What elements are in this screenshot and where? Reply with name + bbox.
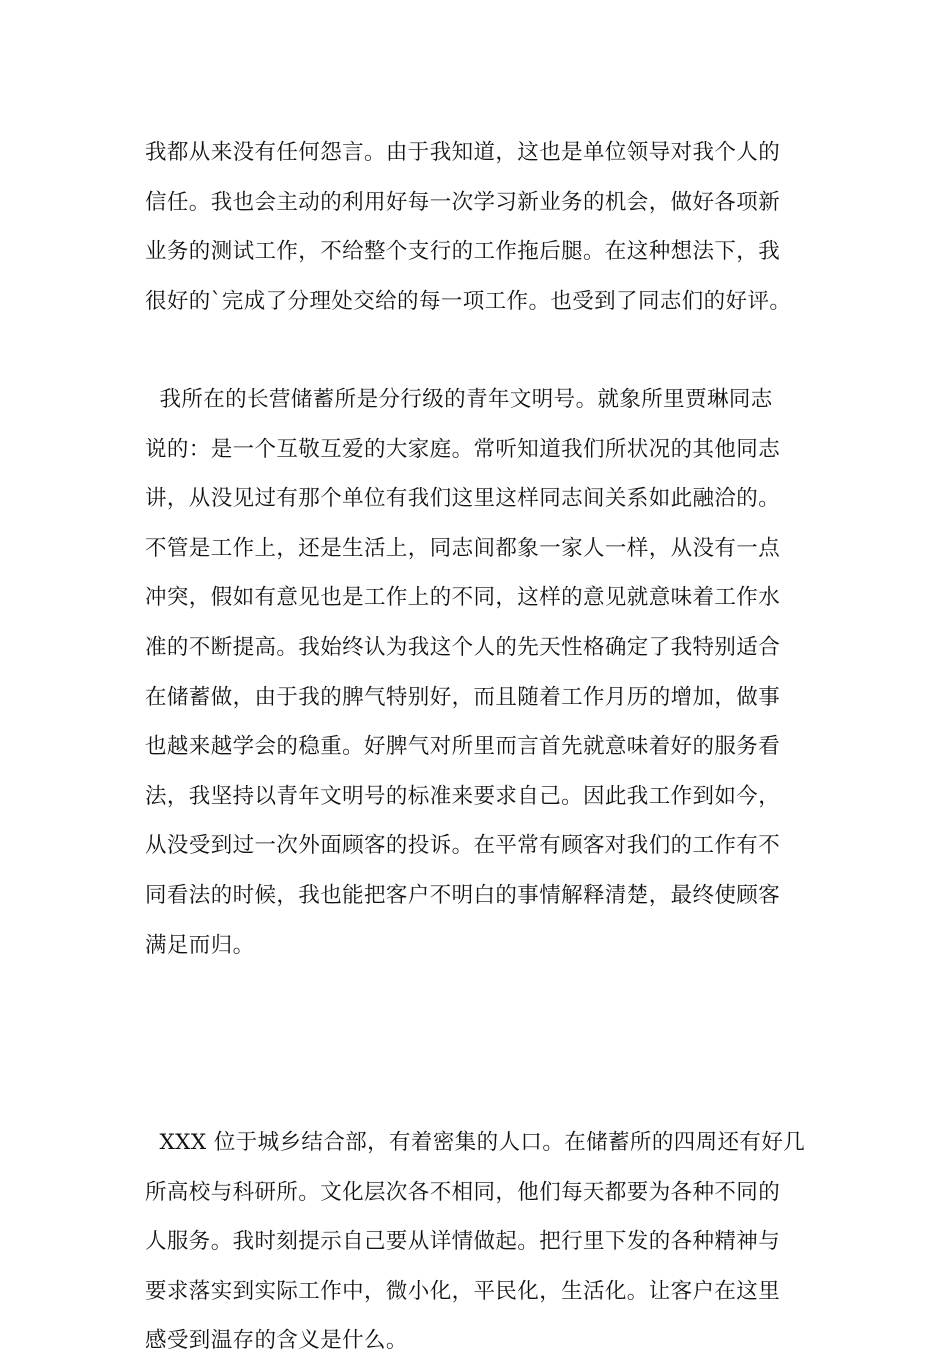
paragraph-line: 很好的`完成了分理处交给的每一项工作。也受到了同志们的好评。: [145, 288, 792, 314]
paragraph-line: 准的不断提高。我始终认为我这个人的先天性格确定了我特别适合: [145, 634, 781, 660]
paragraph-line: 人服务。我时刻提示自己要从详情做起。把行里下发的各种精神与: [145, 1229, 781, 1255]
paragraph-line: 要求落实到实际工作中，微小化，平民化，生活化。让客户在这里: [145, 1278, 781, 1304]
paragraph-2: [145, 375, 807, 970]
paragraph-1: [145, 128, 807, 326]
paragraph-line: 也越来越学会的稳重。好脾气对所里而言首先就意味着好的服务看: [145, 734, 781, 760]
paragraph-line: XXX 位于城乡结合部，有着密集的人口。在储蓄所的四周还有好几: [145, 1130, 806, 1155]
paragraph-line: 法，我坚持以青年文明号的标准来要求自己。因此我工作到如今，: [145, 783, 781, 809]
paragraph-line: 说的：是一个互敬互爱的大家庭。常听知道我们所状况的其他同志: [145, 436, 781, 462]
paragraph-line: 我所在的长营储蓄所是分行级的青年文明号。就象所里贾琳同志: [145, 387, 773, 412]
paragraph-line: 信任。我也会主动的利用好每一次学习新业务的机会，做好各项新: [145, 189, 781, 215]
paragraph-line: 在储蓄做，由于我的脾气特别好，而且随着工作月历的增加，做事: [145, 684, 781, 710]
paragraph-line: 不管是工作上，还是生活上，同志间都象一家人一样，从没有一点: [145, 535, 781, 561]
paragraph-line: 讲，从没见过有那个单位有我们这里这样同志间关系如此融洽的。: [145, 486, 781, 512]
paragraph-line: 满足而归。: [145, 932, 255, 958]
paragraph-line: 从没受到过一次外面顾客的投诉。在平常有顾客对我们的工作有不: [145, 833, 781, 859]
paragraph-line: 感受到温存的含义是什么。: [145, 1328, 408, 1354]
paragraph-line: 同看法的时候，我也能把客户不明白的事情解释清楚，最终使顾客: [145, 882, 781, 908]
paragraph-line: 所高校与科研所。文化层次各不相同，他们每天都要为各种不同的: [145, 1179, 781, 1205]
paragraph-line: 我都从来没有任何怨言。由于我知道，这也是单位领导对我个人的: [145, 140, 781, 165]
paragraph-3: [145, 1118, 807, 1366]
paragraph-line: 冲突，假如有意见也是工作上的不同，这样的意见就意味着工作水: [145, 585, 781, 611]
paragraph-line: 业务的测试工作，不给整个支行的工作拖后腿。在这种想法下，我: [145, 239, 781, 265]
